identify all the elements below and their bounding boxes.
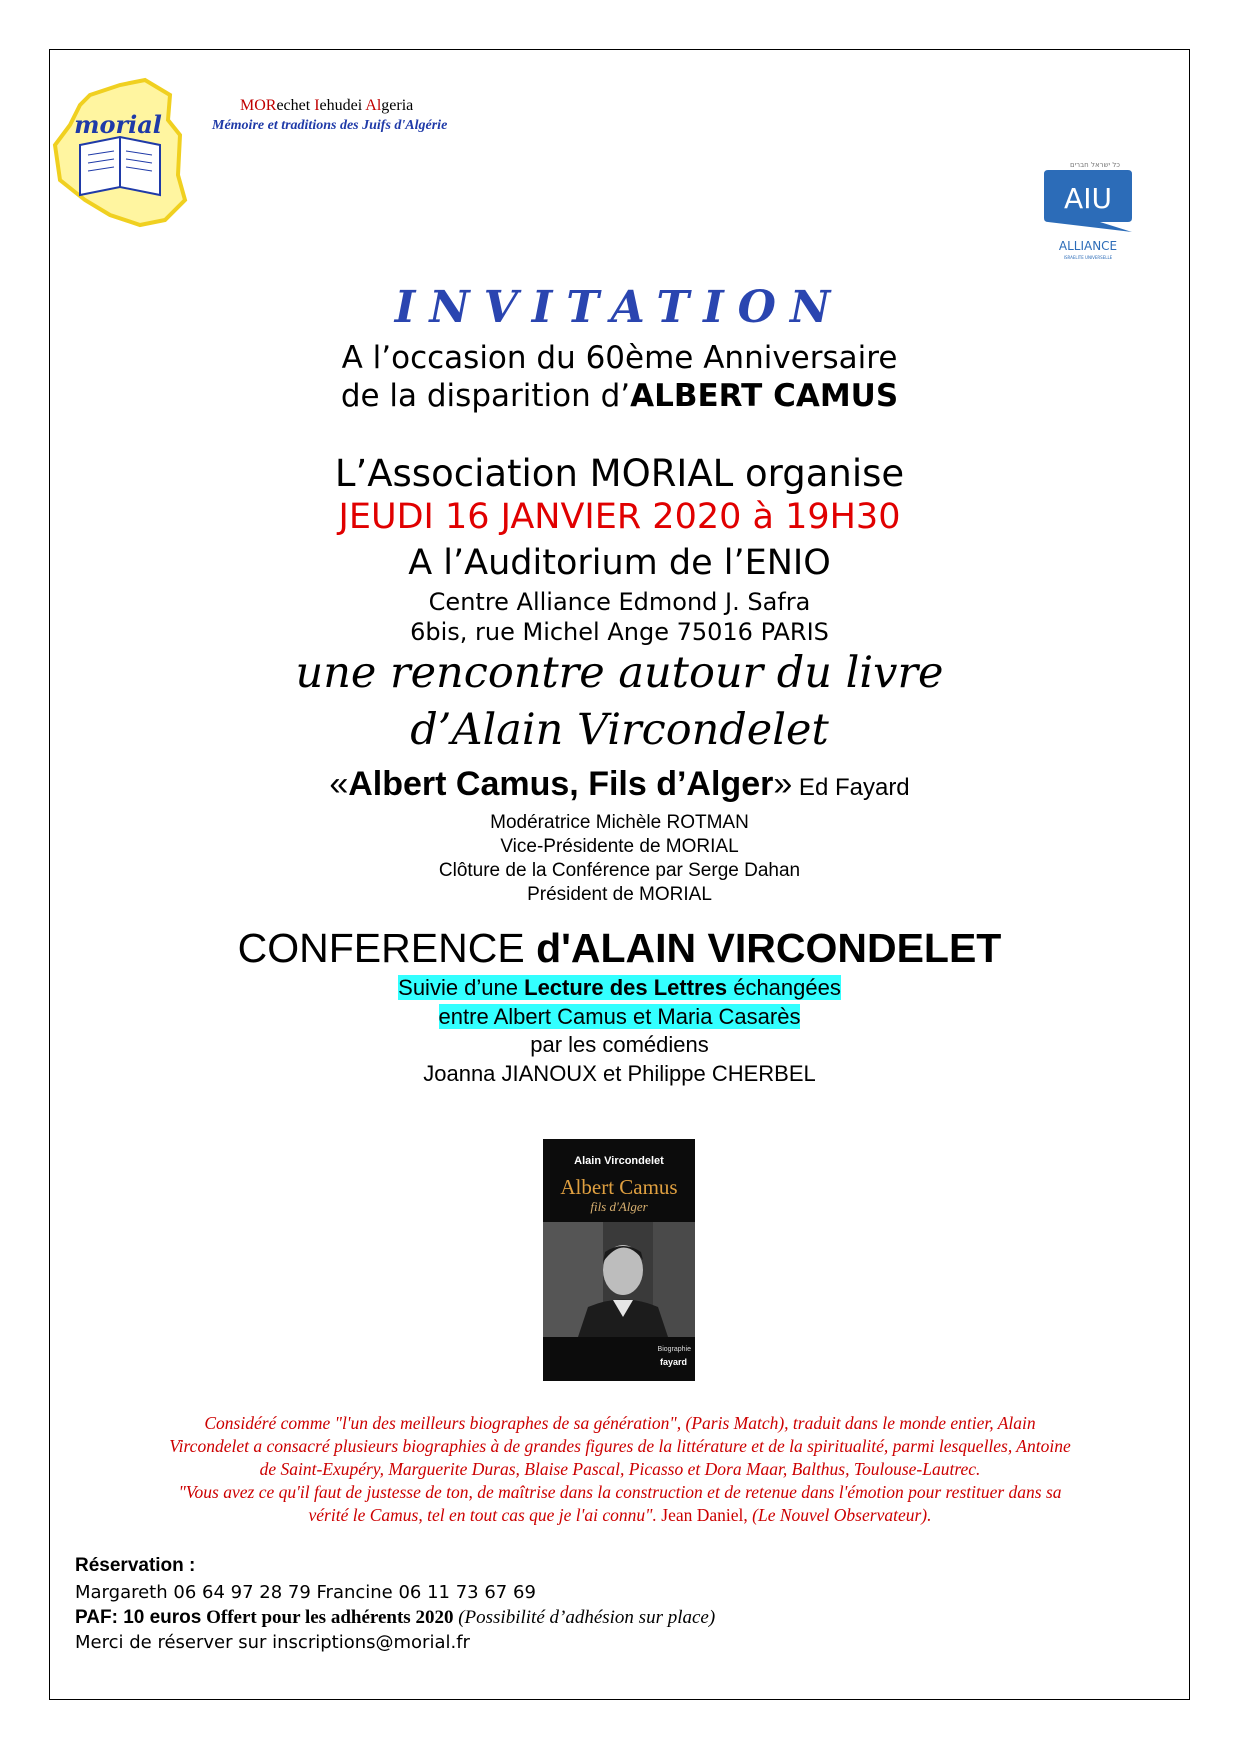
- paf-label: PAF: 10 euros: [75, 1607, 202, 1628]
- reading-text: Suivie d’une: [398, 975, 525, 1000]
- event-date: JEUDI 16 JANVIER 2020 à 19H30: [338, 497, 901, 537]
- org-name-part: Al: [365, 97, 382, 114]
- org-name-part: ehudei: [319, 97, 366, 114]
- org-name-part: MOR: [240, 97, 277, 114]
- reading-line-4: Joanna JIANOUX et Philippe CHERBEL: [423, 1061, 816, 1086]
- reservation-paf: [75, 1607, 715, 1629]
- quote-line-1: Considéré comme "l'un des meilleurs biographes de sa génération", (Paris Match), traduit dans le monde entier, Alain: [204, 1413, 1036, 1433]
- reading-line-3: par les comédiens: [530, 1032, 709, 1057]
- aiu-hebrew: כל ישראל חברים: [1069, 161, 1120, 169]
- reservation-title: Réservation :: [75, 1555, 196, 1576]
- quote-line-2: Vircondelet a consacré plusieurs biographies à de grandes figures de la littérature et de la spiritualité, parmi lesquelles, Antoine: [169, 1436, 1071, 1456]
- moderation-line-3: Clôture de la Conférence par Serge Dahan: [438, 860, 801, 881]
- occasion-line-2: [49, 378, 1190, 414]
- cover-author: Alain Vircondelet: [574, 1155, 664, 1167]
- cover-publisher: fayard: [659, 1357, 687, 1367]
- albert-camus-name: ALBERT CAMUS: [630, 378, 899, 414]
- org-name-part: echet: [276, 97, 315, 114]
- cover-subtitle: fils d'Alger: [590, 1199, 648, 1214]
- aiu-name: ALLIANCE: [1058, 239, 1118, 253]
- moderation-line-2: Vice-Présidente de MORIAL: [500, 836, 739, 857]
- cover-genre: Biographie: [657, 1346, 691, 1353]
- moderation-line-4: Président de MORIAL: [527, 884, 712, 905]
- organizer-line: L’Association MORIAL organise: [334, 452, 905, 495]
- aiu-mark: AIU: [1064, 182, 1112, 215]
- cover-portrait-photo: [543, 1222, 695, 1337]
- org-name: [240, 97, 413, 115]
- quote-line-4: "Vous avez ce qu'il faut de justesse de ton, de maîtrise dans la construction et de retenue dans l'émotion pour restituer dans sa: [178, 1482, 1062, 1502]
- moderation-line-1: Modératrice Michèle ROTMAN: [490, 812, 749, 833]
- reservation-email: Merci de réserver sur inscriptions@morial.fr: [75, 1632, 470, 1653]
- book-cover: [543, 1139, 695, 1381]
- reading-bold: Lecture des Lettres: [524, 975, 728, 1000]
- aiu-sub: ISRAELITE UNIVERSELLE: [1063, 255, 1113, 260]
- conference-prefix: CONFERENCE: [237, 925, 537, 971]
- close-quote: »: [773, 765, 793, 803]
- org-name-part: I: [314, 97, 320, 114]
- address-line-1: Centre Alliance Edmond J. Safra: [428, 588, 811, 616]
- invitation-title: INVITATION: [394, 282, 845, 333]
- quote-line-3: de Saint-Exupéry, Marguerite Duras, Blaise Pascal, Picasso et Dora Maar, Balthus, Toulouse-Lautrec.: [259, 1459, 981, 1479]
- book-title-line: [49, 765, 1190, 804]
- quote-author: Jean Daniel,: [661, 1505, 748, 1525]
- quote-line-5: [70, 1505, 1170, 1526]
- paf-offer: Offert pour les adhérents 2020: [201, 1607, 454, 1628]
- book-publisher: Ed Fayard: [792, 774, 910, 801]
- morial-logo: [50, 75, 190, 235]
- book-title: Albert Camus, Fils d’Alger: [348, 765, 774, 803]
- open-quote: «: [329, 765, 349, 803]
- rencontre-line-2: d’Alain Vircondelet: [410, 705, 829, 755]
- conference-line: [49, 925, 1190, 972]
- quote-source: (Le Nouvel Observateur).: [747, 1505, 932, 1525]
- morial-logo-text: morial: [74, 110, 162, 139]
- reading-line-2: [49, 1004, 1190, 1030]
- reading-line-1: [49, 975, 1190, 1001]
- aiu-logo: [1040, 158, 1140, 268]
- org-name-part: geria: [381, 97, 414, 114]
- cover-title: Albert Camus: [560, 1175, 678, 1199]
- occasion-line-1: A l’occasion du 60ème Anniversaire: [341, 340, 898, 376]
- reading-text: entre Albert Camus et Maria Casarès: [438, 1004, 801, 1029]
- quote-text: vérité le Camus, tel en tout cas que je l'ai connu".: [308, 1505, 662, 1525]
- address-line-2: 6bis, rue Michel Ange 75016 PARIS: [410, 618, 829, 646]
- occasion-prefix: de la disparition d’: [340, 378, 631, 414]
- event-venue: A l’Auditorium de l’ENIO: [408, 543, 831, 583]
- rencontre-line-1: une rencontre autour du livre: [295, 648, 944, 698]
- conference-speaker: d'ALAIN VIRCONDELET: [536, 925, 1002, 971]
- org-tagline: Mémoire et traditions des Juifs d'Algérie: [212, 118, 448, 133]
- paf-note: (Possibilité d’adhésion sur place): [453, 1607, 716, 1628]
- reading-text: échangées: [727, 975, 841, 1000]
- reservation-phones: Margareth 06 64 97 28 79 Francine 06 11 73 67 69: [75, 1582, 536, 1603]
